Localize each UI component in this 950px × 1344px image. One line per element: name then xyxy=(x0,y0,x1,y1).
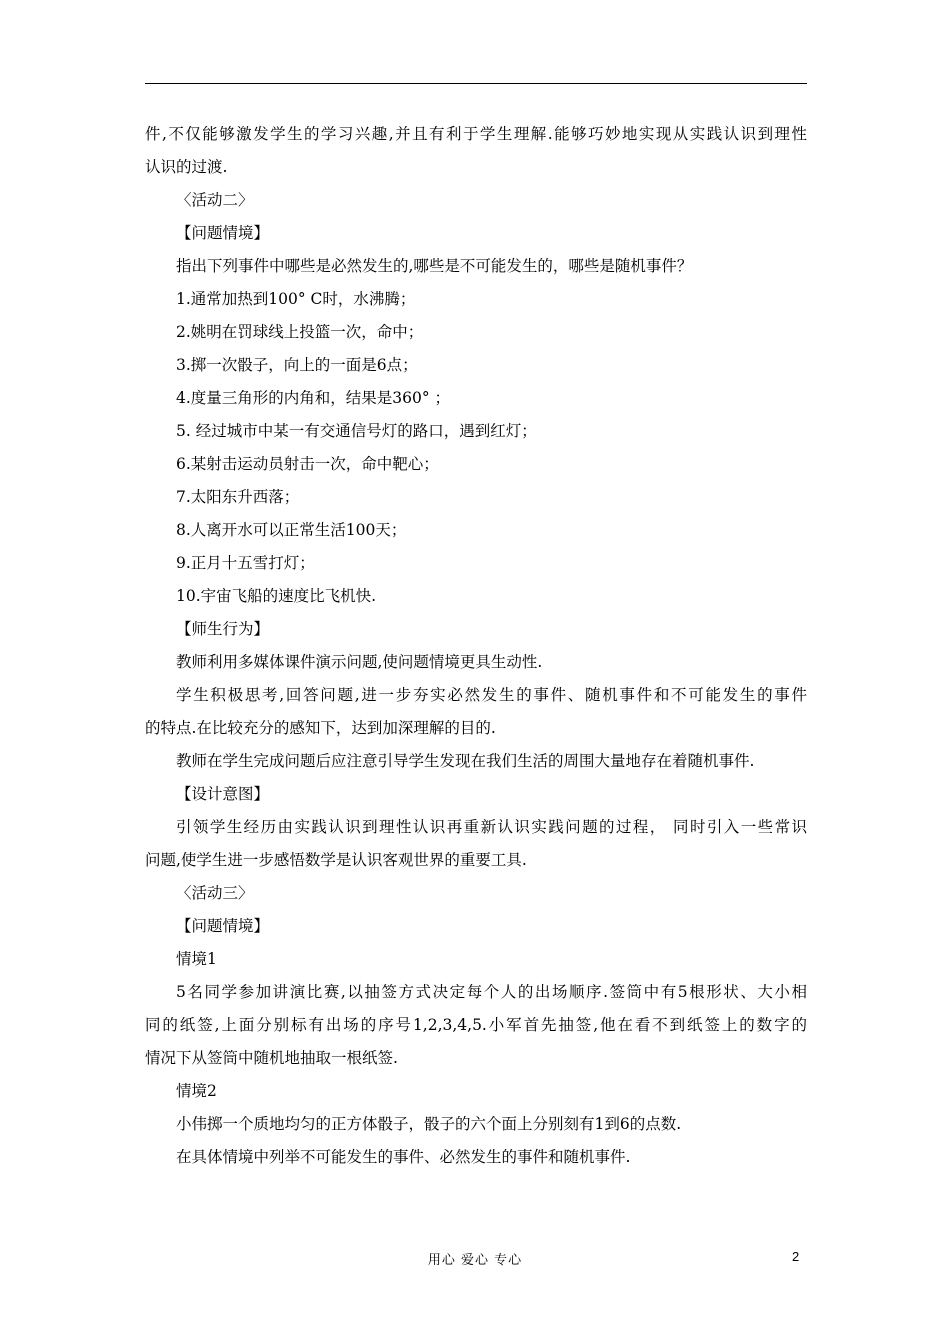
text-line: 同的纸签,上面分别标有出场的序号1,2,3,4,5.小军首先抽签,他在看不到纸签上的数字的 xyxy=(145,1016,807,1034)
text-line: 教师利用多媒体课件演示问题,使问题情境更具生动性. xyxy=(176,653,543,671)
text-line: 情境1 xyxy=(176,950,217,968)
text-line: 10.宇宙飞船的速度比飞机快. xyxy=(176,587,377,605)
text-line: 问题,使学生进一步感悟数学是认识客观世界的重要工具. xyxy=(145,851,527,869)
text-line: 【问题情境】 xyxy=(176,917,270,935)
text-line: 5名同学参加讲演比赛,以抽签方式决定每个人的出场顺序.签筒中有5根形状、大小相 xyxy=(176,983,807,1001)
text-line: 4.度量三角形的内角和，结果是360° ； xyxy=(176,389,451,407)
text-line: 8.人离开水可以正常生活100天； xyxy=(176,521,407,539)
page-number: 2 xyxy=(792,1249,800,1264)
text-line: 【问题情境】 xyxy=(176,224,270,242)
text-line: 情境2 xyxy=(176,1082,217,1100)
text-line: 5. 经过城市中某一有交通信号灯的路口，遇到红灯； xyxy=(176,422,537,440)
text-line: 【设计意图】 xyxy=(176,785,270,803)
footer-motto: 用心 爱心 专心 xyxy=(427,1253,523,1268)
text-line: 教师在学生完成问题后应注意引导学生发现在我们生活的周围大量地存在着随机事件. xyxy=(176,752,755,770)
text-line: 9.正月十五雪打灯； xyxy=(176,554,315,572)
text-line: 的特点.在比较充分的感知下，达到加深理解的目的. xyxy=(145,719,496,737)
text-line: 指出下列事件中哪些是必然发生的,哪些是不可能发生的，哪些是随机事件？ xyxy=(176,257,693,275)
text-line: 学生积极思考,回答问题,进一步夯实必然发生的事件、随机事件和不可能发生的事件 xyxy=(176,686,807,704)
text-line: 7.太阳东升西落； xyxy=(176,488,300,506)
text-line: 【师生行为】 xyxy=(176,620,270,638)
text-line: 6.某射击运动员射击一次，命中靶心； xyxy=(176,455,439,473)
text-line: 引领学生经历由实践认识到理性认识再重新认识实践问题的过程， 同时引入一些常识 xyxy=(176,818,807,836)
text-line: 2.姚明在罚球线上投篮一次，命中； xyxy=(176,323,424,341)
text-line: 认识的过渡. xyxy=(145,158,228,176)
text-line: 〈活动三〉 xyxy=(176,884,254,902)
text-line: 〈活动二〉 xyxy=(176,191,254,209)
text-line: 情况下从签筒中随机地抽取一根纸签. xyxy=(145,1049,398,1067)
text-line: 件,不仅能够激发学生的学习兴趣,并且有利于学生理解.能够巧妙地实现从实践认识到理性 xyxy=(145,125,807,143)
text-line: 小伟掷一个质地均匀的正方体骰子，骰子的六个面上分别刻有1到6的点数. xyxy=(176,1115,682,1133)
document-body xyxy=(145,118,807,1174)
text-line: 3.掷一次骰子，向上的一面是6点； xyxy=(176,356,418,374)
text-line: 1.通常加热到100° C时，水沸腾； xyxy=(176,290,416,308)
text-line: 在具体情境中列举不可能发生的事件、必然发生的事件和随机事件. xyxy=(176,1148,631,1166)
header-rule xyxy=(145,83,807,84)
